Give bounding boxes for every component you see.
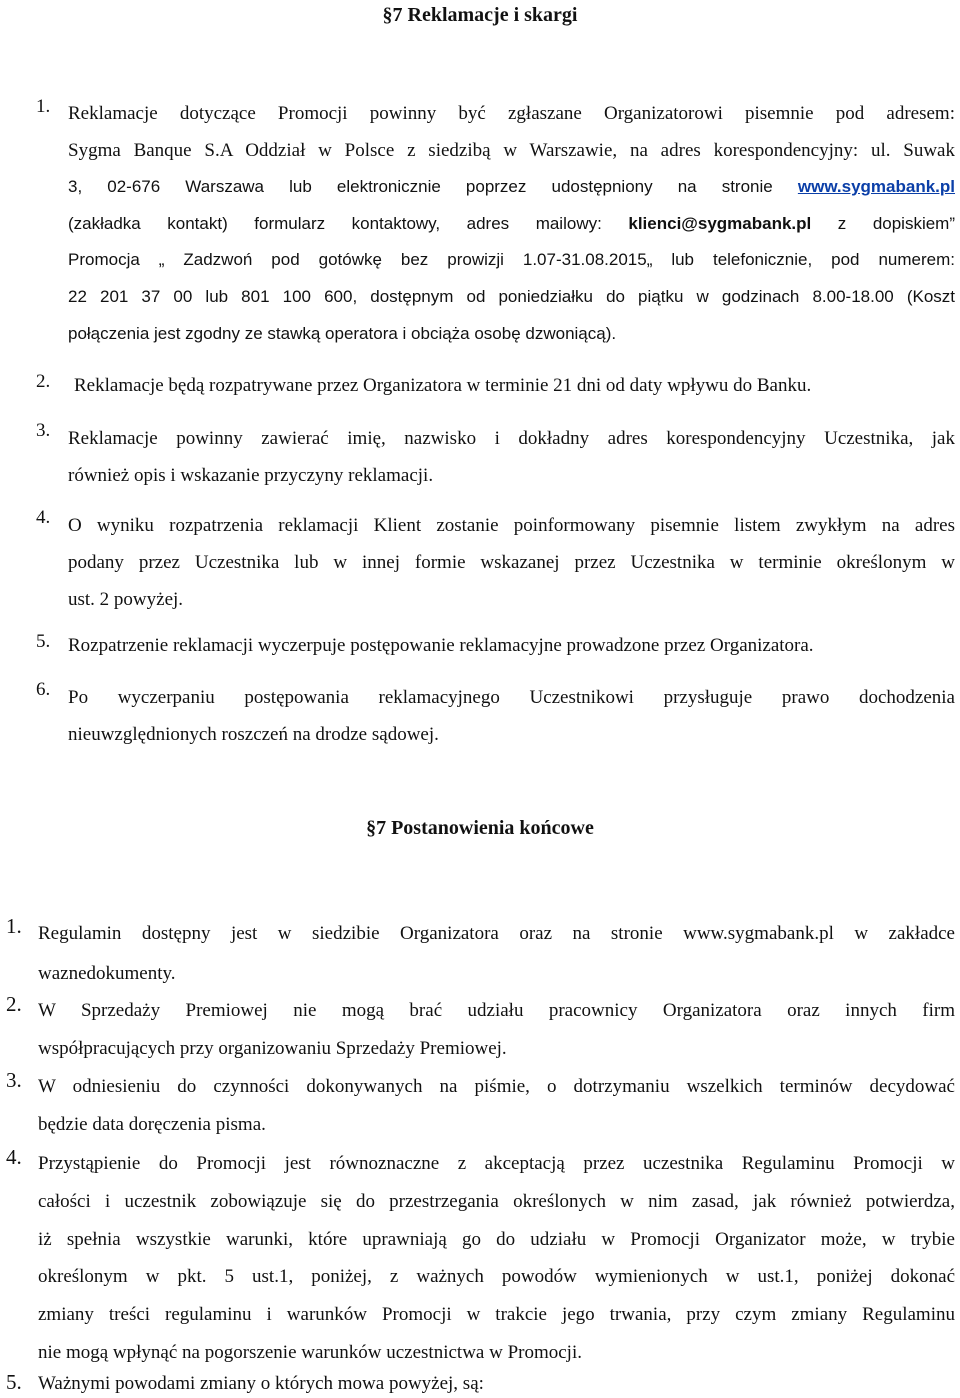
item-number: 4. bbox=[36, 507, 51, 528]
item-text bbox=[38, 1068, 955, 1144]
text-line: współpracujących przy organizowaniu Sprzedaży Premiowej. bbox=[38, 1038, 507, 1059]
text-line: określonym w pkt. 5 ust.1, poniżej, z ważnych powodów wymienionych w ust.1, poniżej dokonać bbox=[38, 1266, 955, 1288]
text-line: W odniesieniu do czynności dokonywanych na piśmie, o dotrzymaniu wszelkich terminów decydować bbox=[38, 1076, 955, 1097]
website-link[interactable]: www.sygmabank.pl bbox=[797, 177, 956, 197]
text-span: (zakładka kontakt) formularz kontaktowy, adres mailowy: bbox=[68, 213, 602, 233]
text-line bbox=[68, 169, 955, 206]
text-line: Sygma Banque S.A Oddział w Polsce z siedzibą w Warszawie, na adres korespondencyjny: ul. Suwak bbox=[68, 139, 955, 161]
text-line: Rozpatrzenie reklamacji wyczerpuje postępowanie reklamacyjne prowadzone przez Organizatora. bbox=[68, 635, 814, 656]
item-number: 1. bbox=[36, 96, 51, 117]
item-text bbox=[74, 371, 934, 401]
text-line: iż spełnia wszystkie warunki, które uprawniają go do udziału w Promocji Organizator może, w trybie bbox=[38, 1228, 955, 1250]
text-line: O wyniku rozpatrzenia reklamacji Klient zostanie poinformowany pisemnie listem zwykłym na adres bbox=[68, 515, 955, 536]
text-span: z dopiskiem” bbox=[837, 213, 956, 233]
item-text bbox=[68, 96, 955, 352]
text-line: zmiany treści regulaminu i warunków Promocji w trakcie jego trwania, przy czym zmiany Regulaminu bbox=[38, 1304, 955, 1326]
text-line: będzie data doręczenia pisma. bbox=[38, 1114, 266, 1135]
text-line: Reklamacje powinny zawierać imię, nazwisko i dokładny adres korespondencyjny Uczestnika, jak bbox=[68, 428, 955, 449]
item-number: 1. bbox=[6, 914, 22, 938]
text-line: Ważnymi powodami zmiany o których mowa powyżej, są: bbox=[38, 1373, 484, 1394]
item-text bbox=[68, 420, 955, 494]
item-number: 3. bbox=[36, 420, 51, 441]
item-number: 3. bbox=[6, 1068, 22, 1092]
item-text bbox=[68, 631, 938, 661]
text-line: Regulamin dostępny jest w siedzibie Organizatora oraz na stronie www.sygmabank.pl w zakładce bbox=[38, 923, 955, 944]
item-text bbox=[38, 914, 955, 994]
text-line: podany przez Uczestnika lub w innej formie wskazanej przez Uczestnika w terminie określonym w bbox=[68, 552, 955, 573]
text-line: W Sprzedaży Premiowej nie mogą brać udziału pracownicy Organizatora oraz innych firm bbox=[38, 1000, 955, 1021]
item-number: 2. bbox=[36, 371, 51, 392]
item-text bbox=[38, 992, 955, 1068]
section-title-complaints: §7 Reklamacje i skargi bbox=[382, 4, 578, 26]
text-line: waznedokumenty. bbox=[38, 963, 176, 984]
item-text bbox=[38, 1370, 955, 1398]
email-address[interactable]: klienci@sygmabank.pl bbox=[628, 213, 812, 233]
item-number: 2. bbox=[6, 992, 22, 1016]
text-line: nieuwzględnionych roszczeń na drodze sądowej. bbox=[68, 724, 439, 745]
text-line: Reklamacje dotyczące Promocji powinny być zgłaszane Organizatorowi pisemnie pod adresem: bbox=[68, 103, 955, 124]
item-text bbox=[38, 1145, 955, 1372]
text-line: Po wyczerpaniu postępowania reklamacyjnego Uczestnikowi przysługuje prawo dochodzenia bbox=[68, 687, 955, 708]
text-line: Reklamacje będą rozpatrywane przez Organizatora w terminie 21 dni od daty wpływu do Banku. bbox=[74, 375, 812, 396]
text-line: 22 201 37 00 lub 801 100 600, dostępnym od poniedziałku do piątku w godzinach 8.00-18.00 (Koszt bbox=[68, 286, 955, 306]
text-line: Promocja „ Zadzwoń pod gotówkę bez prowizji 1.07-31.08.2015„ lub telefonicznie, pod numerem: bbox=[68, 250, 955, 270]
text-line: również opis i wskazanie przyczyny reklamacji. bbox=[68, 465, 434, 486]
item-number: 5. bbox=[36, 631, 51, 652]
text-line: Przystąpienie do Promocji jest równoznaczne z akceptacją przez uczestnika Regulaminu Promocji w bbox=[38, 1153, 955, 1174]
item-text bbox=[68, 679, 955, 753]
item-number: 6. bbox=[36, 679, 51, 700]
text-span: 3, 02-676 Warszawa lub elektronicznie poprzez udostępniony na stronie bbox=[68, 177, 773, 197]
item-number: 5. bbox=[6, 1370, 22, 1394]
text-line: połączenia jest zgodny ze stawką operatora i obciąża osobę dzwoniącą). bbox=[68, 323, 617, 343]
section-title-final-provisions: §7 Postanowienia końcowe bbox=[366, 817, 594, 839]
text-line bbox=[68, 206, 955, 243]
text-line: ust. 2 powyżej. bbox=[68, 589, 184, 610]
item-text bbox=[68, 507, 955, 618]
text-line: nie mogą wpłynąć na pogorszenie warunków uczestnictwa w Promocji. bbox=[38, 1341, 582, 1363]
item-number: 4. bbox=[6, 1145, 22, 1169]
text-line: całości i uczestnik zobowiązuje się do przestrzegania określonych w nim zasad, jak również potwierdza, bbox=[38, 1190, 955, 1212]
